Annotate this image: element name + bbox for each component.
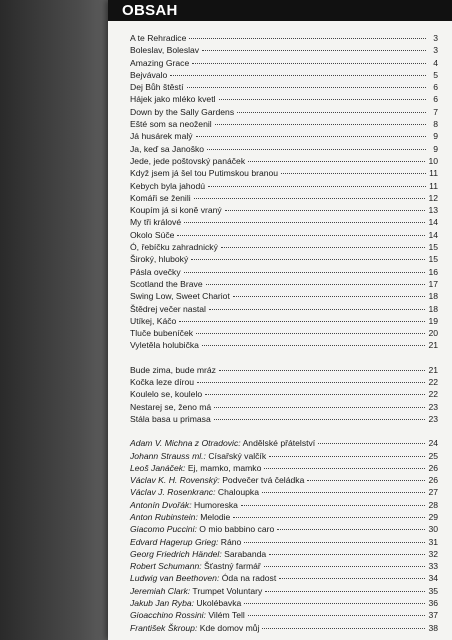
entry-title: Široký, hluboký — [130, 254, 189, 265]
leader-dots — [241, 504, 425, 506]
toc-entry — [130, 523, 438, 535]
toc-entry — [130, 69, 438, 81]
toc-entry — [130, 511, 438, 523]
entry-text — [130, 81, 184, 93]
entry-text — [130, 118, 212, 130]
toc-entry — [130, 216, 438, 228]
entry-title: Scotland the Brave — [130, 278, 203, 289]
toc-entry — [130, 32, 438, 44]
toc-entry — [130, 450, 438, 462]
table-of-contents — [130, 32, 438, 634]
entry-title: Ó, řebíčku zahradnický — [130, 242, 218, 253]
entry-page-number: 24 — [428, 438, 438, 449]
leader-dots — [221, 246, 426, 248]
entry-page-number: 23 — [428, 413, 438, 424]
entry-text — [130, 266, 181, 278]
entry-title: Down by the Sally Gardens — [130, 106, 235, 117]
entry-page-number: 29 — [428, 511, 438, 522]
entry-text — [130, 130, 193, 142]
entry-title: Nestarej se, ženo má — [130, 401, 212, 412]
entry-text — [130, 57, 189, 69]
entry-page-number: 22 — [428, 389, 438, 400]
entry-page-number: 4 — [433, 57, 438, 68]
toc-entry — [130, 486, 438, 498]
entry-composer: Edvard Hagerup Grieg: — [130, 536, 219, 547]
toc-entry — [130, 388, 438, 400]
entry-title: Swing Low, Sweet Chariot — [130, 291, 230, 302]
entry-title: Andělské přátelství — [242, 438, 316, 449]
toc-entry — [130, 290, 438, 302]
entry-page-number: 6 — [433, 82, 438, 93]
toc-entry — [130, 536, 438, 548]
entry-text — [130, 192, 191, 204]
leader-dots — [179, 320, 425, 322]
entry-title: Okolo Súče — [130, 229, 175, 240]
entry-composer: Leoš Janáček: — [130, 462, 186, 473]
leader-dots — [177, 234, 425, 236]
entry-text — [130, 290, 230, 302]
entry-page-number: 36 — [428, 598, 438, 609]
leader-dots — [281, 172, 426, 174]
entry-text — [130, 167, 278, 179]
entry-page-number: 15 — [428, 242, 438, 253]
entry-page-number: 20 — [428, 328, 438, 339]
entry-title: Ej, mamko, mamko — [187, 462, 262, 473]
entry-composer: František Škroup: — [130, 622, 198, 633]
entry-text — [130, 585, 262, 597]
toc-entry — [130, 401, 438, 413]
entry-text — [130, 278, 203, 290]
toc-entry — [130, 204, 438, 216]
entry-page-number: 18 — [428, 303, 438, 314]
toc-entry — [130, 560, 438, 572]
entry-title: O mio babbino caro — [199, 524, 275, 535]
entry-page-number: 23 — [428, 401, 438, 412]
toc-entry — [130, 437, 438, 449]
entry-text — [130, 204, 222, 216]
toc-entry — [130, 278, 438, 290]
leader-dots — [264, 467, 425, 469]
entry-text — [130, 486, 259, 498]
entry-title: Boleslav, Boleslav — [130, 45, 200, 56]
entry-text — [130, 474, 304, 486]
leader-dots — [269, 553, 425, 555]
leader-dots — [269, 455, 425, 457]
entry-text — [130, 180, 205, 192]
toc-entry — [130, 266, 438, 278]
toc-entry — [130, 585, 438, 597]
entry-title: Bejvávalo — [130, 69, 168, 80]
leader-dots — [187, 86, 427, 88]
entry-text — [130, 450, 266, 462]
entry-text — [130, 339, 199, 351]
entry-text — [130, 499, 238, 511]
entry-composer: Ludwig van Beethoven: — [130, 573, 220, 584]
toc-entry — [130, 462, 438, 474]
toc-section — [130, 32, 438, 352]
leader-dots — [215, 123, 426, 125]
entry-title: Ráno — [220, 536, 242, 547]
entry-title: Já husárek malý — [130, 131, 193, 142]
entry-text — [130, 143, 204, 155]
toc-entry — [130, 327, 438, 339]
entry-composer: Gioacchino Rossini: — [130, 610, 206, 621]
toc-entry — [130, 167, 438, 179]
entry-page-number: 11 — [429, 180, 438, 191]
leader-dots — [233, 295, 426, 297]
entry-text — [130, 413, 211, 425]
entry-title: Kde domov můj — [199, 622, 260, 633]
entry-title: Utíkej, Káčo — [130, 315, 177, 326]
entry-page-number: 34 — [428, 573, 438, 584]
leader-dots — [248, 614, 426, 616]
title-bar — [108, 0, 452, 21]
entry-title: Amazing Grace — [130, 57, 190, 68]
entry-page-number: 16 — [428, 266, 438, 277]
entry-title: Chaloupka — [217, 487, 259, 498]
leader-dots — [219, 369, 425, 371]
leader-dots — [208, 185, 426, 187]
leader-dots — [196, 135, 426, 137]
entry-text — [130, 388, 202, 400]
page-title: OBSAH — [122, 2, 178, 19]
entry-page-number: 30 — [428, 524, 438, 535]
leader-dots — [219, 98, 427, 100]
toc-entry — [130, 57, 438, 69]
entry-text — [130, 32, 186, 44]
toc-entry — [130, 93, 438, 105]
toc-entry — [130, 155, 438, 167]
entry-text — [130, 216, 181, 228]
toc-entry — [130, 180, 438, 192]
entry-text — [130, 364, 216, 376]
entry-title: Ja, keď sa Janoško — [130, 143, 205, 154]
leader-dots — [214, 418, 426, 420]
entry-title: Vyletěla holubička — [130, 340, 199, 351]
toc-entry — [130, 315, 438, 327]
entry-page-number: 21 — [428, 364, 438, 375]
leader-dots — [197, 381, 425, 383]
leader-dots — [170, 74, 426, 76]
leader-dots — [262, 491, 425, 493]
entry-title: Císařský valčík — [208, 450, 267, 461]
toc-entry — [130, 499, 438, 511]
leader-dots — [194, 197, 426, 199]
toc-section — [130, 364, 438, 425]
entry-page-number: 14 — [428, 229, 438, 240]
leader-dots — [248, 160, 425, 162]
toc-entry — [130, 44, 438, 56]
entry-title: Štědrej večer nastal — [130, 303, 206, 314]
entry-text — [130, 241, 218, 253]
entry-composer: Anton Rubinstein: — [130, 511, 198, 522]
leader-dots — [205, 393, 425, 395]
entry-page-number: 9 — [433, 143, 438, 154]
toc-entry — [130, 118, 438, 130]
entry-page-number: 3 — [433, 33, 438, 43]
toc-entry — [130, 572, 438, 584]
leader-dots — [184, 221, 425, 223]
entry-composer: Adam V. Michna z Otradovic: — [130, 438, 241, 449]
entry-page-number: 11 — [429, 168, 438, 179]
entry-composer: Jeremiah Clark: — [130, 585, 191, 596]
entry-title: Komáři se ženili — [130, 192, 191, 203]
entry-page-number: 12 — [428, 192, 438, 203]
entry-title: Humoreska — [194, 499, 238, 510]
leader-dots — [265, 590, 425, 592]
entry-page-number: 19 — [428, 315, 438, 326]
entry-page-number: 33 — [428, 561, 438, 572]
leader-dots — [318, 442, 425, 444]
entry-page-number: 31 — [428, 536, 438, 547]
leader-dots — [202, 344, 425, 346]
entry-title: Dej Bůh štěstí — [130, 82, 184, 93]
toc-entry — [130, 609, 438, 621]
entry-composer: Johann Strauss ml.: — [130, 450, 206, 461]
entry-title: Šťastný farmář — [204, 561, 261, 572]
entry-page-number: 35 — [428, 585, 438, 596]
leader-dots — [191, 258, 425, 260]
book-page — [108, 0, 452, 640]
entry-title: Sarabanda — [224, 548, 267, 559]
entry-text — [130, 437, 315, 449]
entry-text — [130, 597, 241, 609]
toc-entry — [130, 81, 438, 93]
toc-section — [130, 437, 438, 634]
entry-text — [130, 462, 261, 474]
entry-text — [130, 376, 194, 388]
entry-page-number: 28 — [428, 499, 438, 510]
toc-entry — [130, 229, 438, 241]
toc-entry — [130, 597, 438, 609]
leader-dots — [277, 528, 425, 530]
entry-title: My tři králové — [130, 217, 182, 228]
entry-title: Vilém Tell — [208, 610, 245, 621]
leader-dots — [202, 49, 426, 51]
entry-title: Melodie — [200, 511, 231, 522]
entry-text — [130, 548, 266, 560]
toc-entry — [130, 622, 438, 634]
toc-entry — [130, 339, 438, 351]
leader-dots — [262, 627, 425, 629]
leader-dots — [209, 308, 425, 310]
leader-dots — [244, 541, 425, 543]
entry-title: Trumpet Voluntary — [192, 585, 263, 596]
entry-page-number: 21 — [428, 340, 438, 351]
entry-page-number: 14 — [428, 217, 438, 228]
leader-dots — [279, 577, 425, 579]
leader-dots — [244, 602, 425, 604]
entry-title: Bude zima, bude mráz — [130, 364, 216, 375]
toc-entry — [130, 253, 438, 265]
entry-text — [130, 572, 276, 584]
leader-dots — [207, 148, 426, 150]
entry-text — [130, 536, 241, 548]
leader-dots — [196, 332, 425, 334]
entry-page-number: 38 — [428, 622, 438, 633]
entry-text — [130, 315, 176, 327]
leader-dots — [307, 479, 425, 481]
leader-dots — [237, 111, 426, 113]
entry-title: Kočka leze dírou — [130, 377, 195, 388]
entry-text — [130, 401, 211, 413]
entry-page-number: 13 — [428, 205, 438, 216]
leader-dots — [206, 283, 426, 285]
entry-text — [130, 560, 261, 572]
entry-page-number: 25 — [428, 450, 438, 461]
entry-page-number: 6 — [433, 94, 438, 105]
entry-title: Hájek jako mléko kvetl — [130, 94, 216, 105]
entry-title: Kebych byla jahodú — [130, 180, 206, 191]
entry-page-number: 27 — [428, 487, 438, 498]
entry-title: Pásla ovečky — [130, 266, 181, 277]
entry-title: Jede, jede poštovský panáček — [130, 155, 246, 166]
entry-text — [130, 303, 206, 315]
entry-title: Ešté som sa neoženil — [130, 119, 212, 130]
entry-page-number: 22 — [428, 377, 438, 388]
entry-page-number: 8 — [433, 119, 438, 130]
entry-text — [130, 622, 259, 634]
entry-text — [130, 93, 216, 105]
entry-text — [130, 327, 193, 339]
entry-title: A te Rehradice — [130, 33, 187, 43]
entry-text — [130, 229, 174, 241]
leader-dots — [225, 209, 426, 211]
entry-text — [130, 253, 188, 265]
entry-composer: Antonín Dvořák: — [130, 499, 192, 510]
entry-page-number: 15 — [428, 254, 438, 265]
entry-page-number: 37 — [428, 610, 438, 621]
leader-dots — [264, 565, 426, 567]
toc-entry — [130, 143, 438, 155]
leader-dots — [189, 37, 426, 39]
entry-title: Stála basa u primasa — [130, 413, 211, 424]
leader-dots — [192, 62, 426, 64]
entry-page-number: 7 — [433, 106, 438, 117]
entry-text — [130, 155, 245, 167]
entry-page-number: 3 — [433, 45, 438, 56]
entry-text — [130, 44, 199, 56]
entry-page-number: 10 — [428, 155, 438, 166]
toc-entry — [130, 241, 438, 253]
toc-entry — [130, 130, 438, 142]
entry-page-number: 5 — [433, 69, 438, 80]
toc-entry — [130, 413, 438, 425]
toc-entry — [130, 548, 438, 560]
entry-title: Koupím já si koně vraný — [130, 205, 222, 216]
entry-composer: Robert Schumann: — [130, 561, 202, 572]
entry-text — [130, 523, 274, 535]
entry-page-number: 17 — [428, 278, 438, 289]
entry-title: Když jsem já šel tou Putimskou branou — [130, 168, 279, 179]
entry-composer: Jakub Jan Ryba: — [130, 598, 195, 609]
entry-text — [130, 69, 167, 81]
entry-composer: Georg Friedrich Händel: — [130, 548, 222, 559]
entry-title: Podvečer tvá čeládka — [222, 475, 305, 486]
entry-title: Ukolébavka — [196, 598, 242, 609]
entry-text — [130, 106, 234, 118]
toc-entry — [130, 192, 438, 204]
entry-text — [130, 609, 245, 621]
entry-text — [130, 511, 230, 523]
leader-dots — [214, 406, 425, 408]
entry-title: Óda na radost — [221, 573, 277, 584]
toc-entry — [130, 376, 438, 388]
entry-page-number: 32 — [428, 548, 438, 559]
toc-entry — [130, 474, 438, 486]
toc-entry — [130, 364, 438, 376]
leader-dots — [233, 516, 425, 518]
toc-entry — [130, 303, 438, 315]
entry-page-number: 18 — [428, 291, 438, 302]
entry-composer: Giacomo Puccini: — [130, 524, 197, 535]
toc-entry — [130, 106, 438, 118]
entry-page-number: 26 — [428, 475, 438, 486]
leader-dots — [184, 271, 426, 273]
entry-composer: Václav K. H. Rovenský: — [130, 475, 220, 486]
entry-page-number: 9 — [433, 131, 438, 142]
entry-title: Tluče bubeníček — [130, 328, 194, 339]
entry-title: Koulelo se, koulelo — [130, 389, 203, 400]
entry-page-number: 26 — [428, 462, 438, 473]
entry-composer: Václav J. Rosenkranc: — [130, 487, 216, 498]
